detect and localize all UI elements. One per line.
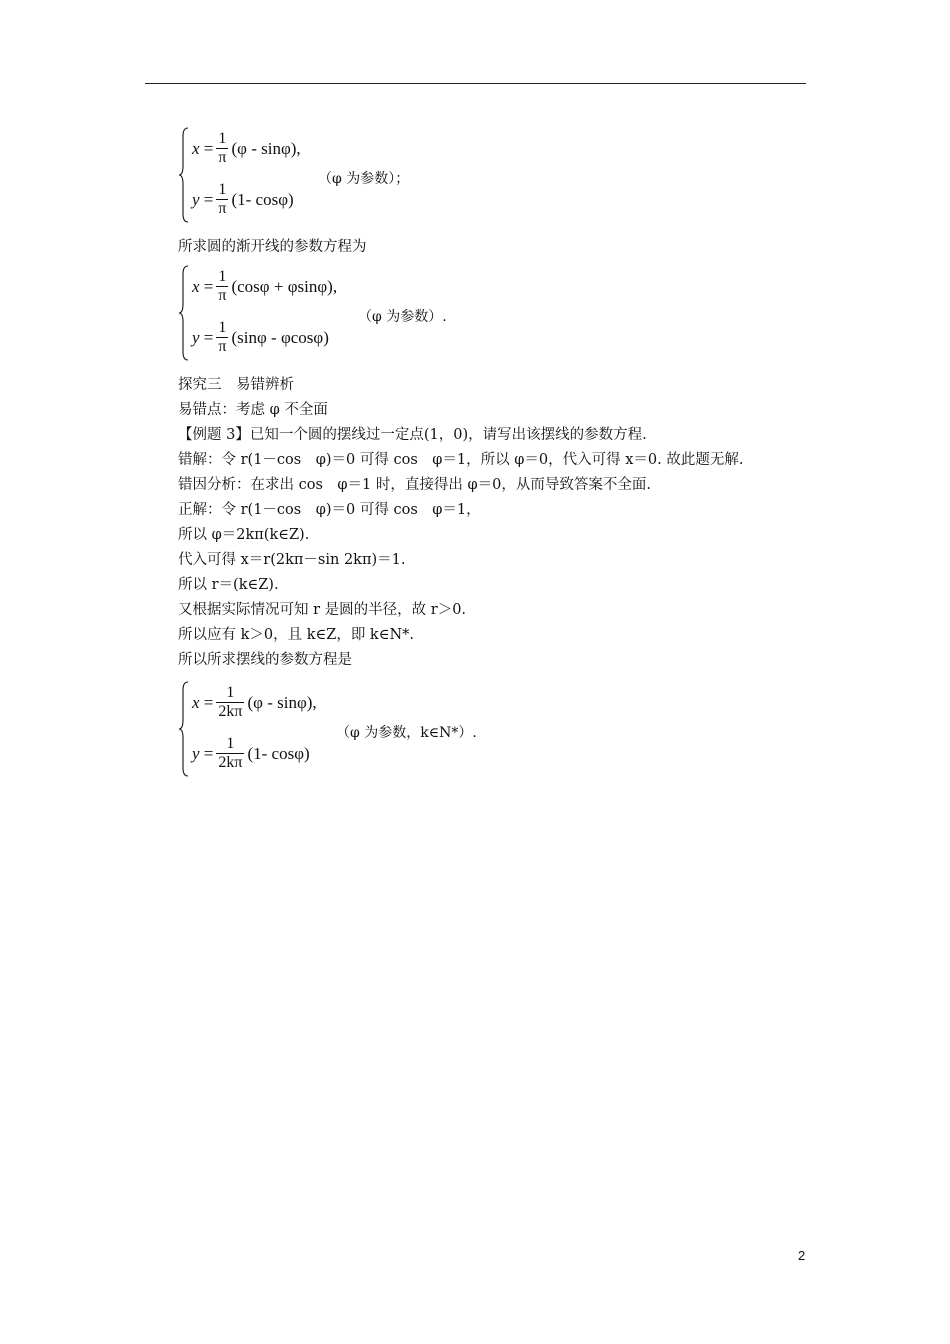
text-line: 所以 r＝(k∈Z). bbox=[178, 577, 279, 593]
text-line: 错解：令 r(1－cos φ)＝0 可得 cos φ＝1，所以 φ＝0，代入可得 x＝0. 故此题无解. bbox=[178, 452, 744, 468]
y-equation: y = $\frac{1}{\pi}$ (1- cosφ) bbox=[192, 181, 294, 217]
x-equation: x = $\frac{1}{\pi}$ (cosφ + φsinφ), bbox=[192, 268, 338, 304]
fraction: $\frac{1}{\pi}$ bbox=[218, 130, 227, 166]
parameter-note-3: （φ 为参数，k∈N*）. bbox=[336, 725, 477, 741]
text-line: 所以应有 k＞0，且 k∈Z，即 k∈N*. bbox=[178, 627, 414, 643]
text-line: 又根据实际情况可知 r 是圆的半径，故 r＞0. bbox=[178, 602, 467, 618]
text-line: 所以所求摆线的参数方程是 bbox=[178, 652, 352, 668]
fraction: $\frac{1}{\pi}$ bbox=[218, 181, 227, 217]
text-line: 【例题 3】已知一个圆的摆线过一定点(1，0)，请写出该摆线的参数方程. bbox=[178, 427, 647, 443]
fraction: $\frac{1}{2k\pi}$ bbox=[218, 735, 243, 771]
fraction: $\frac{1}{\pi}$ bbox=[218, 319, 227, 355]
left-brace-icon bbox=[178, 680, 190, 783]
x-equation: x = $\frac{1}{\pi}$ (φ - sinφ), bbox=[192, 130, 301, 166]
y-equation: y = $\frac{1}{\pi}$ (sinφ - φcosφ) bbox=[192, 319, 329, 355]
text-line: 代入可得 x＝r(2kπ－sin 2kπ)＝1. bbox=[178, 552, 406, 568]
parameter-note-2: （φ 为参数）. bbox=[358, 309, 447, 325]
text-line: 所求圆的渐开线的参数方程为 bbox=[178, 239, 367, 255]
page-number: 2 bbox=[798, 1248, 806, 1263]
text-line: 所以 φ＝2kπ(k∈Z). bbox=[178, 527, 310, 543]
text-line: 易错点：考虑 φ 不全面 bbox=[178, 402, 328, 418]
left-brace-icon bbox=[178, 126, 190, 229]
parameter-note-1: （φ 为参数）； bbox=[318, 171, 410, 187]
fraction: $\frac{1}{\pi}$ bbox=[218, 268, 227, 304]
fraction: $\frac{1}{2k\pi}$ bbox=[218, 684, 243, 720]
section-heading: 探究三 易错辨析 bbox=[178, 377, 294, 393]
header-rule bbox=[145, 83, 806, 84]
x-equation: x = $\frac{1}{2k\pi}$ (φ - sinφ), bbox=[192, 684, 317, 720]
left-brace-icon bbox=[178, 264, 190, 367]
text-line: 错因分析：在求出 cos φ＝1 时，直接得出 φ＝0，从而导致答案不全面. bbox=[178, 477, 651, 493]
y-equation: y = $\frac{1}{2k\pi}$ (1- cosφ) bbox=[192, 735, 310, 771]
text-line: 正解：令 r(1－cos φ)＝0 可得 cos φ＝1， bbox=[178, 502, 481, 518]
